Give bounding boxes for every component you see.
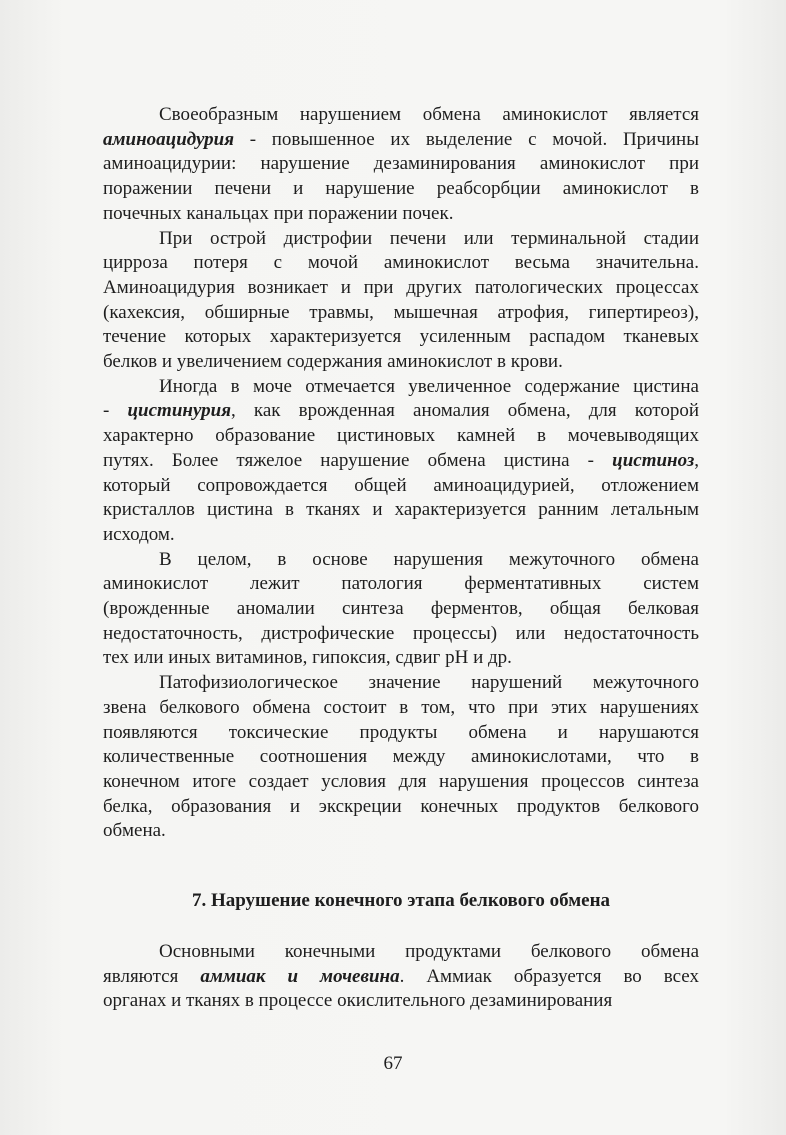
text-line: аминокислот лежит патология ферментативных систем [103,573,699,595]
text-line: обмена. [103,820,166,842]
body-paragraph [103,671,699,844]
text-line: появляются токсические продукты обмена и нарушаются [103,721,699,743]
body-text [103,103,699,844]
text-line: недостаточность, дистрофические процессы) или недостаточность [103,622,699,644]
emphasized-term: цистинурия [127,400,231,422]
text-line: почечных канальцах при поражении почек. [103,202,454,224]
text-line: поражении печени и нарушение реабсорбции аминокислот в [103,178,699,200]
emphasized-term: аммиак и мочевина [200,965,400,987]
text-line: белков и увеличением содержания аминокислот в крови. [103,351,563,373]
text-line: При острой дистрофии печени или терминальной стадии [159,227,699,249]
text-line: исходом. [103,523,175,545]
text-line: В целом, в основе нарушения межуточного обмена [159,548,699,570]
body-paragraph [103,103,699,227]
emphasized-term: аминоацидурия [103,128,234,150]
section-heading: 7. Нарушение конечного этапа белкового обмена [191,890,611,911]
text-line: характерно образование цистиновых камней в мочевыводящих [103,425,699,447]
text-line: (кахексия, обширные травмы, мышечная атрофия, гипертиреоз), [103,301,699,323]
text-line: тех или иных витаминов, гипоксия, сдвиг рН и др. [103,647,512,669]
text-line: аминоацидурии: нарушение дезаминирования аминокислот при [103,153,699,175]
text-line: цирроза потеря с мочой аминокислот весьма значительна. [103,252,699,274]
body-paragraph [103,227,699,375]
text-line: белка, образования и экскреции конечных продуктов белкового [103,795,699,817]
text-line: который сопровождается общей аминоацидурией, отложением [103,474,699,496]
text-line: путях. Более тяжелое нарушение обмена цистина - цистиноз, [103,449,699,471]
body-paragraph [103,375,699,548]
page-number: 67 [383,1053,403,1074]
text-line: звена белкового обмена состоит в том, что при этих нарушениях [103,696,699,718]
text-line: количественные соотношения между аминокислотами, что в [103,746,699,768]
body-text-continued [103,940,699,1014]
body-paragraph [103,548,699,672]
text-line: - цистинурия, как врожденная аномалия обмена, для которой [103,400,699,422]
text-line: аминоацидурия - повышенное их выделение с мочой. Причины [103,128,699,150]
text-line: течение которых характеризуется усиленным распадом тканевых [103,326,699,348]
text-line: Своеобразным нарушением обмена аминокислот является [159,104,699,125]
text-line: Патофизиологическое значение нарушений межуточного [159,672,699,694]
text-line: являются аммиак и мочевина. Аммиак образуется во всех [103,965,699,987]
text-line: (врожденные аномалии синтеза ферментов, общая белковая [103,598,699,620]
text-line: конечном итоге создает условия для нарушения процессов синтеза [103,770,699,792]
text-line: Иногда в моче отмечается увеличенное содержание цистина [159,375,699,397]
text-line: кристаллов цистина в тканях и характеризуется ранним летальным [103,499,699,521]
text-line: органах и тканях в процессе окислительного дезаминирования [103,990,613,1012]
final-paragraph [103,940,699,1014]
text-line: Основными конечными продуктами белкового обмена [159,941,699,962]
emphasized-term: цистиноз [612,449,695,471]
text-line: Аминоацидурия возникает и при других патологических процессах [103,276,699,298]
